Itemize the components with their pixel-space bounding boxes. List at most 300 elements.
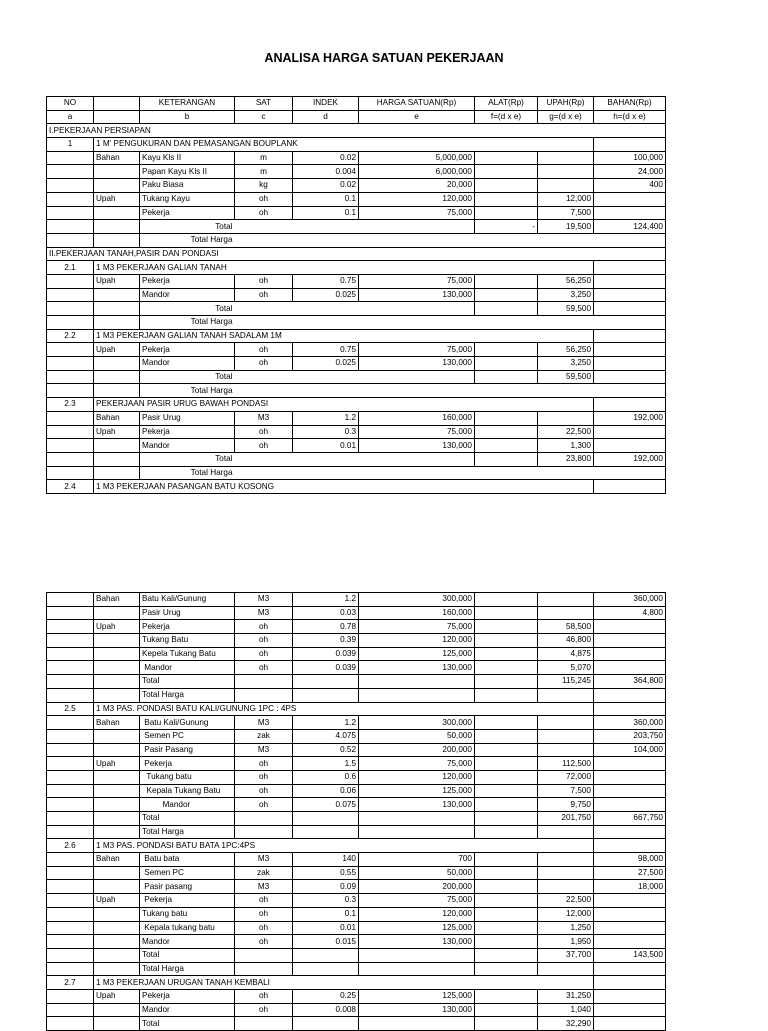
category-cell xyxy=(94,439,140,453)
sat-cell xyxy=(235,812,293,826)
column-subheader: e xyxy=(359,110,475,124)
empty-cell xyxy=(293,302,359,316)
harga-satuan-cell: 120,000 xyxy=(359,634,475,648)
sat-cell: oh xyxy=(235,425,293,439)
item-title: 1 M3 PEKERJAAN GALIAN TANAH SADALAM 1M xyxy=(94,329,594,343)
item-title: PEKERJAAN PASIR URUG BAWAH PONDASI xyxy=(94,398,594,412)
table-row xyxy=(47,439,666,453)
upah-cell: 3,250 xyxy=(538,288,594,302)
sat-cell: zak xyxy=(235,729,293,743)
bahan-cell xyxy=(594,343,666,357)
harga-satuan-cell: 50,000 xyxy=(359,729,475,743)
keterangan-cell: Kepala Tukang Batu xyxy=(140,784,235,798)
harga-satuan-cell: 200,000 xyxy=(359,880,475,894)
category-cell: Bahan xyxy=(94,716,140,730)
total-harga-label: Total Harga xyxy=(140,316,235,330)
keterangan-cell: Kepala tukang batu xyxy=(140,921,235,935)
sat-cell: M3 xyxy=(235,853,293,867)
bahan-cell xyxy=(594,921,666,935)
empty-cell xyxy=(47,411,94,425)
empty-cell xyxy=(293,220,359,234)
keterangan-cell: Kayu Kls II xyxy=(140,151,235,165)
empty-cell xyxy=(47,894,94,908)
upah-cell: 5,070 xyxy=(538,661,594,675)
bahan-cell xyxy=(594,647,666,661)
item-title: 1 M3 PEKERJAAN GALIAN TANAH xyxy=(94,261,594,275)
indek-cell: 0.25 xyxy=(293,989,359,1003)
upah-cell xyxy=(538,866,594,880)
total-label: Total xyxy=(140,220,235,234)
table-row xyxy=(47,151,666,165)
keterangan-cell: Total xyxy=(140,675,235,689)
harga-satuan-cell: 120,000 xyxy=(359,907,475,921)
alat-cell xyxy=(475,179,538,193)
column-header: ALAT(Rp) xyxy=(475,97,538,111)
upah-cell: 56,250 xyxy=(538,343,594,357)
empty-cell xyxy=(47,606,94,620)
bahan-cell: 100,000 xyxy=(594,151,666,165)
keterangan-cell: Mandor xyxy=(140,661,235,675)
upah-cell: 1,250 xyxy=(538,921,594,935)
harga-satuan-cell xyxy=(359,962,475,976)
upah-cell: 31,250 xyxy=(538,989,594,1003)
upah-cell: 4,875 xyxy=(538,647,594,661)
empty-cell xyxy=(47,206,94,220)
category-cell xyxy=(94,675,140,689)
harga-satuan-cell: 75,000 xyxy=(359,343,475,357)
harga-satuan-cell: 130,000 xyxy=(359,1003,475,1017)
bahan-cell xyxy=(594,288,666,302)
upah-cell xyxy=(538,179,594,193)
category-cell xyxy=(94,880,140,894)
indek-cell: 0.039 xyxy=(293,647,359,661)
indek-cell: 0.01 xyxy=(293,921,359,935)
empty-cell xyxy=(235,370,293,384)
alat-cell xyxy=(475,411,538,425)
empty-cell xyxy=(47,921,94,935)
indek-cell: 0.039 xyxy=(293,661,359,675)
keterangan-cell: Mandor xyxy=(140,798,235,812)
page-title: ANALISA HARGA SATUAN PEKERJAAN xyxy=(264,51,504,65)
alat-cell xyxy=(475,647,538,661)
table-row xyxy=(47,206,666,220)
empty-cell xyxy=(94,220,140,234)
sat-cell xyxy=(235,948,293,962)
column-header: SAT xyxy=(235,97,293,111)
empty-cell xyxy=(47,866,94,880)
empty-cell xyxy=(47,620,94,634)
keterangan-cell: Batu Kali/Gunung xyxy=(140,593,235,607)
empty-cell xyxy=(47,948,94,962)
keterangan-cell: Mandor xyxy=(140,357,235,371)
alat-cell xyxy=(475,784,538,798)
item-row xyxy=(47,138,666,152)
keterangan-cell: Total xyxy=(140,1017,235,1031)
empty-cell xyxy=(538,316,594,330)
keterangan-cell: Total Harga xyxy=(140,962,235,976)
table-row xyxy=(47,907,666,921)
category-cell: Upah xyxy=(94,989,140,1003)
alat-cell xyxy=(475,1003,538,1017)
alat-cell xyxy=(475,357,538,371)
table-row xyxy=(47,921,666,935)
table-row xyxy=(47,743,666,757)
empty-cell xyxy=(47,647,94,661)
sat-cell: oh xyxy=(235,989,293,1003)
column-subheader: c xyxy=(235,110,293,124)
category-cell xyxy=(94,179,140,193)
upah-cell xyxy=(538,151,594,165)
sat-cell: oh xyxy=(235,620,293,634)
header-row xyxy=(47,97,666,111)
bahan-cell: 27,500 xyxy=(594,866,666,880)
item-number: 2.7 xyxy=(47,976,94,990)
empty-cell xyxy=(293,384,359,398)
empty-cell xyxy=(47,757,94,771)
total-row xyxy=(47,302,666,316)
category-cell xyxy=(94,688,140,702)
alat-cell xyxy=(475,948,538,962)
keterangan-cell: Tukang Batu xyxy=(140,634,235,648)
empty-cell xyxy=(594,138,666,152)
upah-cell: 1,950 xyxy=(538,935,594,949)
upah-value: 23,800 xyxy=(538,452,594,466)
empty-cell xyxy=(47,729,94,743)
upah-cell: 112,500 xyxy=(538,757,594,771)
indek-cell: 0.02 xyxy=(293,179,359,193)
empty-cell xyxy=(47,165,94,179)
empty-cell xyxy=(94,302,140,316)
total-harga-label: Total Harga xyxy=(140,233,235,247)
indek-cell: 1.2 xyxy=(293,716,359,730)
category-cell: Upah xyxy=(94,425,140,439)
upah-cell: 1,040 xyxy=(538,1003,594,1017)
alat-cell xyxy=(475,880,538,894)
column-header: NO xyxy=(47,97,94,111)
category-cell xyxy=(94,606,140,620)
harga-satuan-cell: 75,000 xyxy=(359,620,475,634)
category-cell xyxy=(94,661,140,675)
alat-value: - xyxy=(475,220,538,234)
sat-cell: oh xyxy=(235,634,293,648)
upah-cell: 9,750 xyxy=(538,798,594,812)
upah-cell: 1,300 xyxy=(538,439,594,453)
empty-cell xyxy=(47,743,94,757)
indek-cell: 0.75 xyxy=(293,274,359,288)
harga-satuan-cell: 300,000 xyxy=(359,716,475,730)
empty-cell xyxy=(293,452,359,466)
empty-cell xyxy=(594,839,666,853)
upah-cell xyxy=(538,853,594,867)
upah-cell: 7,500 xyxy=(538,784,594,798)
category-cell xyxy=(94,907,140,921)
section-title: II.PEKERJAAN TANAH,PASIR DAN PONDASI xyxy=(47,247,666,261)
bahan-cell xyxy=(594,192,666,206)
sat-cell: m xyxy=(235,151,293,165)
table-row xyxy=(47,179,666,193)
harga-satuan-cell: 125,000 xyxy=(359,784,475,798)
table-row xyxy=(47,593,666,607)
empty-cell xyxy=(47,384,94,398)
harga-satuan-cell: 130,000 xyxy=(359,661,475,675)
upah-cell xyxy=(538,962,594,976)
table-row xyxy=(47,948,666,962)
keterangan-cell: Paku Biasa xyxy=(140,179,235,193)
table-row xyxy=(47,192,666,206)
empty-cell xyxy=(47,825,94,839)
sat-cell: oh xyxy=(235,439,293,453)
harga-satuan-cell: 75,000 xyxy=(359,425,475,439)
section-title: I.PEKERJAAN PERSIAPAN xyxy=(47,124,666,138)
upah-cell xyxy=(538,165,594,179)
alat-cell xyxy=(475,661,538,675)
keterangan-cell: Total xyxy=(140,948,235,962)
upah-cell xyxy=(538,606,594,620)
keterangan-cell: Mandor xyxy=(140,439,235,453)
table-row xyxy=(47,165,666,179)
subheader-row xyxy=(47,110,666,124)
keterangan-cell: Semen PC xyxy=(140,866,235,880)
sat-cell: oh xyxy=(235,192,293,206)
upah-cell: 72,000 xyxy=(538,770,594,784)
empty-cell xyxy=(47,316,94,330)
empty-cell xyxy=(47,439,94,453)
indek-cell: 0.015 xyxy=(293,935,359,949)
category-cell xyxy=(94,743,140,757)
total-label: Total xyxy=(140,302,235,316)
upah-cell xyxy=(538,716,594,730)
empty-cell xyxy=(94,452,140,466)
empty-cell xyxy=(47,907,94,921)
empty-cell xyxy=(47,688,94,702)
category-cell xyxy=(94,357,140,371)
keterangan-cell: Kepela Tukang Batu xyxy=(140,647,235,661)
alat-cell xyxy=(475,921,538,935)
empty-cell xyxy=(94,384,140,398)
empty-cell xyxy=(235,302,293,316)
empty-cell xyxy=(47,798,94,812)
upah-cell xyxy=(538,411,594,425)
empty-cell xyxy=(94,316,140,330)
sat-cell: oh xyxy=(235,343,293,357)
indek-cell: 0.004 xyxy=(293,165,359,179)
alat-cell xyxy=(475,935,538,949)
empty-cell xyxy=(594,329,666,343)
item-number: 2.5 xyxy=(47,702,94,716)
empty-cell xyxy=(594,976,666,990)
table-row xyxy=(47,634,666,648)
table-row xyxy=(47,647,666,661)
keterangan-cell: Pasir Pasang xyxy=(140,743,235,757)
category-cell xyxy=(94,921,140,935)
indek-cell: 0.06 xyxy=(293,784,359,798)
keterangan-cell: Mandor xyxy=(140,1003,235,1017)
empty-cell xyxy=(293,233,359,247)
bahan-cell xyxy=(594,439,666,453)
empty-cell xyxy=(235,384,293,398)
item-title: 1 M3 PAS. PONDASI BATU KALI/GUNUNG 1PC : 4PS xyxy=(94,702,594,716)
harga-satuan-cell: 130,000 xyxy=(359,439,475,453)
bahan-cell: 203,750 xyxy=(594,729,666,743)
upah-cell xyxy=(538,880,594,894)
indek-cell: 0.025 xyxy=(293,357,359,371)
empty-cell xyxy=(594,702,666,716)
empty-cell xyxy=(235,466,293,480)
alat-cell xyxy=(475,853,538,867)
indek-cell: 0.008 xyxy=(293,1003,359,1017)
alat-cell xyxy=(475,688,538,702)
keterangan-cell: Pekerja xyxy=(140,757,235,771)
empty-cell xyxy=(47,784,94,798)
empty-cell xyxy=(475,466,538,480)
bahan-cell xyxy=(594,962,666,976)
upah-cell xyxy=(538,825,594,839)
item-title: 1 M' PENGUKURAN DAN PEMASANGAN BOUPLANK xyxy=(94,138,594,152)
total-harga-row xyxy=(47,316,666,330)
alat-cell xyxy=(475,770,538,784)
indek-cell: 0.78 xyxy=(293,620,359,634)
sat-cell: oh xyxy=(235,894,293,908)
sat-cell: oh xyxy=(235,288,293,302)
bahan-cell xyxy=(594,907,666,921)
sat-cell: oh xyxy=(235,206,293,220)
keterangan-cell: Pekerja xyxy=(140,206,235,220)
bahan-cell xyxy=(594,357,666,371)
table-row xyxy=(47,606,666,620)
empty-cell xyxy=(47,288,94,302)
sat-cell: oh xyxy=(235,798,293,812)
empty-cell xyxy=(538,466,594,480)
sat-cell: oh xyxy=(235,757,293,771)
harga-satuan-cell xyxy=(359,812,475,826)
sat-cell: M3 xyxy=(235,716,293,730)
category-cell xyxy=(94,812,140,826)
table-row xyxy=(47,935,666,949)
item-number: 2.2 xyxy=(47,329,94,343)
empty-cell xyxy=(594,233,666,247)
empty-cell xyxy=(47,192,94,206)
upah-value: 59,500 xyxy=(538,370,594,384)
alat-cell xyxy=(475,593,538,607)
keterangan-cell: Semen PC xyxy=(140,729,235,743)
bahan-cell: 143,500 xyxy=(594,948,666,962)
harga-satuan-cell: 700 xyxy=(359,853,475,867)
harga-satuan-cell xyxy=(359,825,475,839)
total-harga-row xyxy=(47,466,666,480)
alat-cell xyxy=(475,288,538,302)
indek-cell: 0.6 xyxy=(293,770,359,784)
alat-value xyxy=(475,302,538,316)
table-row xyxy=(47,357,666,371)
empty-cell xyxy=(47,357,94,371)
keterangan-cell: Mandor xyxy=(140,935,235,949)
empty-cell xyxy=(47,989,94,1003)
column-header xyxy=(94,97,140,111)
indek-cell: 0.03 xyxy=(293,606,359,620)
empty-cell xyxy=(47,425,94,439)
upah-cell: 22,500 xyxy=(538,425,594,439)
table-row xyxy=(47,770,666,784)
alat-cell xyxy=(475,894,538,908)
total-row xyxy=(47,370,666,384)
empty-cell xyxy=(235,233,293,247)
indek-cell: 0.09 xyxy=(293,880,359,894)
category-cell: Upah xyxy=(94,620,140,634)
bahan-cell: 400 xyxy=(594,179,666,193)
empty-cell xyxy=(47,179,94,193)
upah-cell: 58,500 xyxy=(538,620,594,634)
harga-satuan-cell: 200,000 xyxy=(359,743,475,757)
alat-cell xyxy=(475,962,538,976)
empty-cell xyxy=(594,398,666,412)
harga-satuan-cell xyxy=(359,688,475,702)
indek-cell xyxy=(293,825,359,839)
keterangan-cell: Pekerja xyxy=(140,620,235,634)
sat-cell: kg xyxy=(235,179,293,193)
sat-cell: M3 xyxy=(235,743,293,757)
table-row xyxy=(47,962,666,976)
indek-cell xyxy=(293,812,359,826)
total-label: Total xyxy=(140,370,235,384)
indek-cell: 140 xyxy=(293,853,359,867)
column-header: INDEK xyxy=(293,97,359,111)
item-number: 2.6 xyxy=(47,839,94,853)
table-row xyxy=(47,866,666,880)
category-cell: Upah xyxy=(94,192,140,206)
total-harga-row xyxy=(47,233,666,247)
keterangan-cell: Tukang batu xyxy=(140,770,235,784)
item-title: 1 M3 PEKERJAAN PASANGAN BATU KOSONG xyxy=(94,480,594,494)
keterangan-cell: Mandor xyxy=(140,288,235,302)
sat-cell: oh xyxy=(235,921,293,935)
table-row xyxy=(47,661,666,675)
empty-cell xyxy=(594,466,666,480)
bahan-cell xyxy=(594,206,666,220)
harga-satuan-cell: 160,000 xyxy=(359,411,475,425)
category-cell xyxy=(94,962,140,976)
indek-cell xyxy=(293,962,359,976)
item-row xyxy=(47,398,666,412)
sat-cell: oh xyxy=(235,784,293,798)
category-cell xyxy=(94,948,140,962)
empty-cell xyxy=(594,261,666,275)
table-row xyxy=(47,812,666,826)
alat-cell xyxy=(475,866,538,880)
column-subheader: g=(d x e) xyxy=(538,110,594,124)
sat-cell: oh xyxy=(235,357,293,371)
table-row xyxy=(47,880,666,894)
empty-cell xyxy=(594,384,666,398)
empty-cell xyxy=(47,452,94,466)
bahan-cell xyxy=(594,757,666,771)
keterangan-cell: Pekerja xyxy=(140,425,235,439)
section-row xyxy=(47,247,666,261)
indek-cell: 0.025 xyxy=(293,288,359,302)
item-number: 2.4 xyxy=(47,480,94,494)
harga-satuan-cell: 120,000 xyxy=(359,192,475,206)
upah-cell: 3,250 xyxy=(538,357,594,371)
harga-satuan-cell xyxy=(359,948,475,962)
sat-cell xyxy=(235,688,293,702)
table-row xyxy=(47,784,666,798)
category-cell xyxy=(94,647,140,661)
keterangan-cell: Batu bata xyxy=(140,853,235,867)
empty-cell xyxy=(47,661,94,675)
bahan-cell: 4,800 xyxy=(594,606,666,620)
upah-cell: 32,290 xyxy=(538,1017,594,1031)
harga-satuan-cell: 130,000 xyxy=(359,288,475,302)
upah-cell xyxy=(538,729,594,743)
